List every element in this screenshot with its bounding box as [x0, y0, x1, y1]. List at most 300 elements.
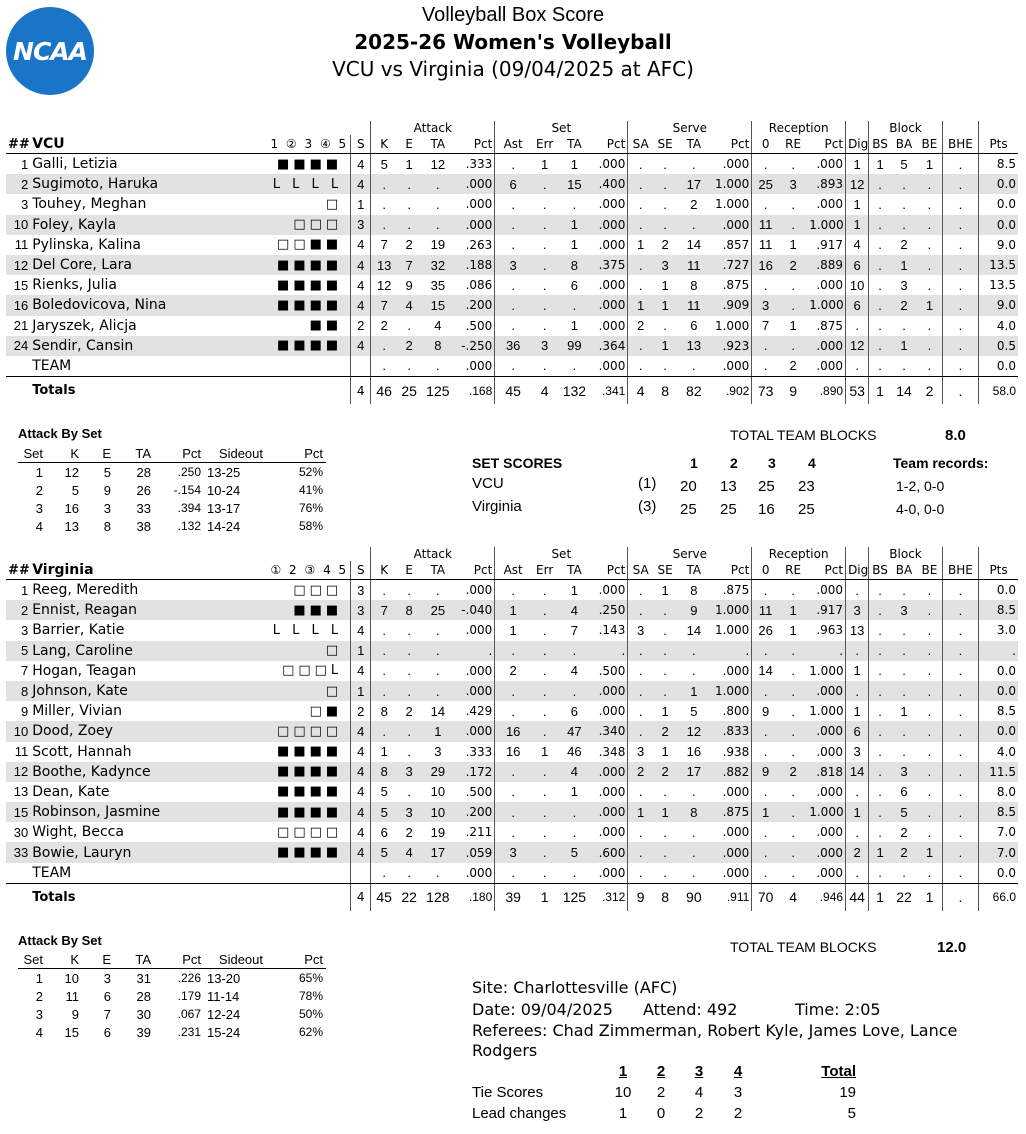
tie-value: 10	[614, 1084, 632, 1101]
time-text: Time: 2:05	[795, 1000, 881, 1019]
abs-cell: 8	[103, 518, 111, 534]
stat-be: .	[927, 318, 932, 334]
stat-pts: 9.0	[979, 235, 1018, 255]
stat-se: 1	[661, 703, 669, 719]
stat-pct: .211	[465, 825, 493, 840]
stat-svta: 2	[690, 196, 698, 212]
stat-be: 1	[925, 156, 934, 172]
stat-dig: 1	[846, 194, 869, 214]
stat-bhe: .	[942, 863, 978, 884]
stat-pts: 4.0	[979, 742, 1018, 762]
stat-pts: 9.0	[979, 295, 1018, 315]
stat-spct: .000	[591, 215, 628, 235]
sets-count	[351, 863, 371, 884]
totals-rpct: .890	[819, 383, 844, 398]
totals-svta: 82	[686, 382, 702, 399]
stat-ast: .	[495, 782, 531, 802]
tie-row-label: Tie Scores	[472, 1084, 544, 1101]
stat-be: .	[927, 582, 932, 598]
stat-dig: 13	[846, 620, 869, 640]
stat-svta: .	[692, 156, 696, 172]
stat-dig: 1	[846, 215, 869, 235]
stat-ta: 8	[421, 336, 454, 356]
stat-bs: .	[869, 600, 891, 620]
stat-k: .	[371, 215, 397, 235]
sets-count: 2	[351, 701, 371, 721]
stat-bhe: .	[942, 194, 978, 214]
stat-sta: .	[558, 802, 590, 822]
stat-rpct: .	[807, 641, 845, 661]
player-name: Sendir, Cansin	[30, 336, 242, 356]
totals-bhe: .	[942, 883, 978, 911]
player-number: 3	[20, 622, 29, 638]
player-number: 11	[14, 237, 29, 253]
abs-cell: .067	[177, 1007, 201, 1021]
sets-count: 4	[351, 661, 371, 681]
totals-r0: 70	[752, 883, 779, 911]
player-row	[6, 620, 1018, 640]
stat-be: .	[927, 663, 932, 679]
stat-pts: 3.0	[979, 620, 1018, 640]
tie-value: 2	[656, 1084, 666, 1101]
stat-rpct: .893	[807, 174, 845, 194]
abs-cell: 9	[71, 1006, 79, 1022]
stat-pts: 7.0	[979, 842, 1018, 862]
abs-header: Set	[18, 444, 46, 463]
stat-serr: .	[531, 174, 558, 194]
stat-pts: 0.0	[979, 580, 1018, 601]
stat-svpct: .882	[710, 762, 751, 782]
stat-e: .	[407, 196, 411, 212]
totals-k: 45	[371, 883, 397, 911]
abs-cell: 13	[64, 518, 79, 534]
player-number	[6, 356, 30, 377]
team-record: 1-2, 0-0	[896, 478, 945, 494]
stat-e: .	[397, 721, 421, 741]
stat-svta: 8	[690, 582, 698, 598]
player-number: 13	[13, 784, 29, 800]
referees-text: Referees: Chad Zimmerman, Robert Kyle, James Love, Lance Rodgers	[472, 1021, 958, 1060]
stat-spct: .000	[598, 237, 626, 252]
stat-rpct: .000	[816, 784, 844, 799]
col-dig-header: Dig	[846, 135, 869, 154]
abs-cell: 13-25	[207, 464, 241, 480]
sets-count: 4	[351, 255, 371, 275]
stat-k: 1	[371, 742, 397, 762]
stat-sta: 1	[570, 237, 578, 253]
stat-pct: .000	[465, 197, 493, 212]
sets-count: 4	[351, 620, 371, 640]
stat-pts: 0.0	[979, 863, 1018, 884]
col-pct-header: Pct	[710, 561, 751, 580]
stat-svpct: .000	[722, 157, 750, 172]
stat-spct: .000	[598, 318, 626, 333]
col-number-header: ##	[8, 562, 30, 578]
col-ta-header: TA	[421, 561, 454, 580]
stat-spct: .000	[598, 583, 626, 598]
stat-sa: .	[628, 863, 653, 884]
player-number: 24	[6, 336, 30, 356]
stat-pts: 13.5	[979, 275, 1018, 295]
totals-s: 4	[351, 377, 371, 405]
tie-value: 4	[694, 1084, 704, 1101]
vcu-totals-label: Totals	[32, 383, 76, 399]
stat-r0: .	[752, 822, 779, 842]
stat-k: .	[371, 641, 397, 661]
totals-svpct: .902	[725, 383, 750, 398]
abs-header: Pct	[266, 950, 326, 969]
stat-bs: .	[869, 235, 891, 255]
stat-dig: 3	[846, 600, 869, 620]
player-number: 11	[14, 744, 29, 760]
tie-header: 2	[656, 1063, 666, 1080]
stat-ast: .	[495, 295, 531, 315]
stat-sta: .	[558, 295, 590, 315]
stat-ta: .	[421, 215, 454, 235]
sets-played-marks: ■■	[309, 318, 343, 334]
stat-serr: .	[531, 295, 558, 315]
stat-dig: .	[846, 681, 869, 701]
abs-cell: 3	[103, 500, 111, 516]
stat-serr: .	[531, 356, 558, 377]
abs-header: TA	[114, 950, 154, 969]
stat-re: .	[791, 784, 795, 800]
stat-ast: 36	[495, 336, 531, 356]
vcu-attack-by-set-title: Attack By Set	[18, 426, 102, 441]
stat-serr: .	[542, 703, 547, 719]
stat-rpct: .000	[807, 721, 845, 741]
stat-dig: .	[846, 641, 869, 661]
player-row	[6, 721, 1018, 741]
stat-bhe: .	[942, 235, 978, 255]
stat-ta: 15	[421, 295, 454, 315]
col-s-header: S	[351, 561, 371, 580]
stat-e: .	[397, 641, 421, 661]
stat-rpct: .000	[816, 825, 844, 840]
abs-cell: 7	[103, 1006, 111, 1022]
set-score-value: 25	[680, 501, 697, 518]
stat-serr: .	[542, 277, 547, 293]
stat-sa: .	[628, 174, 653, 194]
stat-ta: .	[436, 663, 440, 679]
player-name: Lang, Caroline	[30, 641, 242, 661]
abs-cell: 1	[35, 970, 43, 986]
stat-rpct: .889	[807, 255, 845, 275]
stat-re: 1	[789, 622, 797, 638]
attack-by-set-row	[18, 481, 326, 499]
player-name: TEAM	[30, 356, 242, 377]
col-bhe-header: BHE	[942, 561, 978, 580]
stat-sa: .	[628, 215, 653, 235]
tie-value: 2	[694, 1105, 704, 1122]
tie-header: 1	[618, 1063, 628, 1080]
sets-count: 4	[351, 822, 371, 842]
sets-count: 1	[351, 641, 371, 661]
player-name: Foley, Kayla	[30, 215, 242, 235]
player-name: Miller, Vivian	[32, 703, 122, 720]
stat-r0: .	[752, 782, 779, 802]
abs-cell: .231	[177, 1025, 201, 1039]
stat-rpct: .000	[807, 863, 845, 884]
stat-ta: 3	[434, 744, 442, 760]
stat-rpct: .917	[816, 237, 844, 252]
stat-k: 7	[371, 235, 397, 255]
abs-cell: 30	[136, 1006, 151, 1022]
stat-k: 6	[371, 822, 397, 842]
vcu-total-team-blocks-label: TOTAL TEAM BLOCKS	[730, 427, 877, 443]
stat-spct: .000	[598, 197, 626, 212]
stat-svta: 13	[677, 336, 710, 356]
stat-svta: .	[677, 215, 710, 235]
stat-svpct: .875	[710, 802, 751, 822]
stat-serr: 1	[541, 156, 549, 172]
stat-sta: 1	[558, 215, 590, 235]
sets-played-marks	[242, 863, 351, 884]
stat-se: 1	[661, 582, 669, 598]
vcu-total-team-blocks-value: 8.0	[945, 427, 966, 444]
stat-sta: 1	[570, 318, 578, 334]
vcu-box-score-table	[6, 121, 1018, 404]
stat-bhe: .	[942, 154, 978, 175]
col-ba-header: BA	[891, 135, 917, 154]
stat-e: 8	[397, 600, 421, 620]
stat-ast: .	[495, 701, 531, 721]
set-number-header: 1	[690, 455, 698, 471]
set-score-value: 13	[720, 478, 737, 495]
totals-serr: 1	[540, 889, 549, 906]
stat-svpct: 1.000	[710, 174, 751, 194]
virginia-total-team-blocks-value: 12.0	[937, 939, 967, 956]
set-score-value: 25	[720, 501, 737, 518]
stat-bs: .	[869, 295, 891, 315]
stat-k: 5	[371, 842, 397, 862]
player-row	[6, 641, 1018, 661]
player-row	[6, 295, 1018, 315]
stat-ba: .	[902, 744, 906, 760]
group-header-reception: Reception	[752, 121, 846, 135]
sets-played-marks: ■■■■	[277, 156, 343, 172]
col-zero-header: 0	[752, 135, 779, 154]
stat-r0: 11	[752, 235, 779, 255]
stat-sa: .	[628, 782, 653, 802]
stat-re: .	[779, 681, 807, 701]
abs-cell: 12-24	[207, 1006, 241, 1022]
player-name: Rienks, Julia	[32, 277, 117, 294]
player-row	[6, 215, 1018, 235]
stat-dig: 10	[846, 275, 869, 295]
stat-se: .	[663, 824, 667, 840]
stat-bhe: .	[942, 356, 978, 377]
stat-r0: .	[752, 842, 779, 862]
group-header-serve: Serve	[628, 547, 752, 561]
set-number-header: 4	[808, 455, 816, 471]
stat-r0: 25	[752, 174, 779, 194]
abs-cell: 15-24	[207, 1024, 241, 1040]
stat-e: 2	[405, 237, 413, 253]
group-header-attack: Attack	[371, 547, 495, 561]
stat-se: .	[663, 622, 667, 638]
player-number: 10	[6, 721, 30, 741]
stat-rpct: .000	[816, 278, 844, 293]
totals-se: 8	[661, 382, 669, 399]
stat-be: .	[917, 336, 942, 356]
stat-ast: 16	[495, 742, 531, 762]
player-row	[6, 194, 1018, 214]
stat-re: .	[779, 721, 807, 741]
stat-serr: .	[531, 600, 558, 620]
sets-played-marks: □□□	[293, 582, 343, 598]
stat-rpct: .000	[807, 681, 845, 701]
col-pct-header: Pct	[807, 135, 845, 154]
stat-be: .	[917, 721, 942, 741]
stat-ba: .	[891, 681, 917, 701]
player-row	[6, 174, 1018, 194]
abs-cell: 5	[71, 482, 79, 498]
player-number: 15	[13, 277, 29, 293]
stat-pct: .000	[465, 663, 493, 678]
totals-ta: 128	[426, 889, 450, 906]
stat-ast: .	[495, 802, 531, 822]
stat-k: .	[371, 174, 397, 194]
stat-ta: 1	[421, 721, 454, 741]
stat-svpct: .909	[710, 295, 751, 315]
totals-spct: .341	[601, 383, 626, 398]
stat-rpct: 1.000	[807, 295, 845, 315]
stat-pct: -.250	[454, 336, 494, 356]
player-row	[6, 661, 1018, 681]
stat-e: 7	[397, 255, 421, 275]
stat-re: 1	[789, 318, 797, 334]
stat-sta: 6	[570, 703, 578, 719]
stat-r0: .	[752, 154, 779, 175]
player-name: Sugimoto, Haruka	[30, 174, 242, 194]
player-row	[6, 842, 1018, 862]
totals-svpct: .911	[726, 890, 750, 905]
stat-re: .	[791, 582, 795, 598]
stat-pts: 0.0	[979, 721, 1018, 741]
stat-serr: .	[542, 784, 547, 800]
col-s-header: S	[351, 135, 371, 154]
totals-se: 8	[661, 889, 669, 906]
stat-svpct: 1.000	[710, 681, 751, 701]
stat-sa: .	[628, 580, 653, 601]
abs-cell: 11-14	[207, 988, 240, 1004]
stat-k: 2	[371, 316, 397, 336]
date-text: Date: 09/04/2025	[472, 1000, 613, 1019]
stat-e: .	[407, 744, 411, 760]
stat-svta: 17	[677, 762, 710, 782]
stat-be: .	[927, 277, 932, 293]
stat-pct: .000	[465, 583, 493, 598]
stat-svpct: 1.000	[710, 600, 751, 620]
totals-ast: 45	[495, 377, 531, 405]
stat-serr: .	[542, 824, 547, 840]
stat-rpct: 1.000	[809, 704, 844, 719]
virginia-attack-by-set-title: Attack By Set	[18, 933, 102, 948]
stat-be: .	[917, 762, 942, 782]
player-row	[6, 782, 1018, 802]
stat-sta: .	[558, 863, 590, 884]
abs-header: E	[82, 950, 114, 969]
stat-k: .	[371, 681, 397, 701]
stat-sa: .	[628, 275, 653, 295]
stat-ba: 2	[891, 295, 917, 315]
stat-re: .	[779, 641, 807, 661]
stat-pct: -.040	[454, 600, 494, 620]
stat-k: .	[371, 721, 397, 741]
stat-pts: 8.5	[979, 802, 1018, 822]
stat-se: .	[653, 863, 677, 884]
stat-bhe: .	[942, 316, 978, 336]
abs-cell: 10-24	[207, 482, 241, 498]
stat-sa: 3	[628, 742, 653, 762]
stat-ba: .	[902, 663, 906, 679]
stat-bs: .	[869, 762, 891, 782]
stat-ast: 3	[495, 255, 531, 275]
sets-count: 4	[351, 802, 371, 822]
stat-se: .	[663, 663, 667, 679]
stat-ast: 16	[495, 721, 531, 741]
tie-header: 3	[694, 1063, 704, 1080]
player-number: 2	[6, 174, 30, 194]
abs-cell: 28	[136, 988, 151, 1004]
stat-r0: .	[752, 742, 779, 762]
stat-sta: 4	[570, 663, 578, 679]
stat-bs: .	[869, 316, 891, 336]
stat-sta: .	[558, 356, 590, 377]
sets-played-marks: ■■■■	[242, 842, 351, 862]
totals-pts: 58.0	[979, 377, 1018, 405]
group-header-block: Block	[869, 547, 943, 561]
totals-sa: 9	[628, 883, 653, 911]
col-e-header: E	[397, 135, 421, 154]
stat-ta: 10	[430, 784, 446, 800]
stat-pct: .500	[465, 318, 493, 333]
stat-serr: .	[531, 641, 558, 661]
stat-ast: .	[495, 154, 531, 175]
player-number: 1	[20, 156, 29, 172]
stat-ba: .	[891, 356, 917, 377]
stat-serr: .	[531, 681, 558, 701]
totals-sta: 125	[562, 889, 587, 906]
sets-count: 4	[351, 275, 371, 295]
stat-bs: .	[869, 701, 891, 721]
stat-se: .	[653, 174, 677, 194]
player-row	[6, 863, 1018, 884]
stat-spct: .	[591, 641, 628, 661]
stat-spct: .000	[591, 762, 628, 782]
stat-pct: .188	[454, 255, 494, 275]
player-row	[6, 580, 1018, 601]
player-number: 1	[20, 582, 29, 598]
stat-bhe: .	[942, 822, 978, 842]
stat-serr: .	[542, 582, 547, 598]
player-name: Barrier, Katie	[32, 622, 125, 639]
player-row	[6, 154, 1018, 175]
player-number: 21	[13, 318, 29, 334]
totals-spct: .312	[601, 890, 626, 905]
group-header-reception: Reception	[752, 547, 846, 561]
sets-played-marks: L L L L	[272, 622, 343, 638]
tie-value: 3	[733, 1084, 743, 1101]
stat-be: .	[917, 863, 942, 884]
stat-sa: .	[628, 356, 653, 377]
set-scores-team-name: Virginia	[472, 498, 522, 515]
col-sa-header: SA	[628, 135, 653, 154]
stat-bs: .	[869, 194, 891, 214]
stat-pts: 0.5	[979, 336, 1018, 356]
stat-e: 4	[397, 295, 421, 315]
